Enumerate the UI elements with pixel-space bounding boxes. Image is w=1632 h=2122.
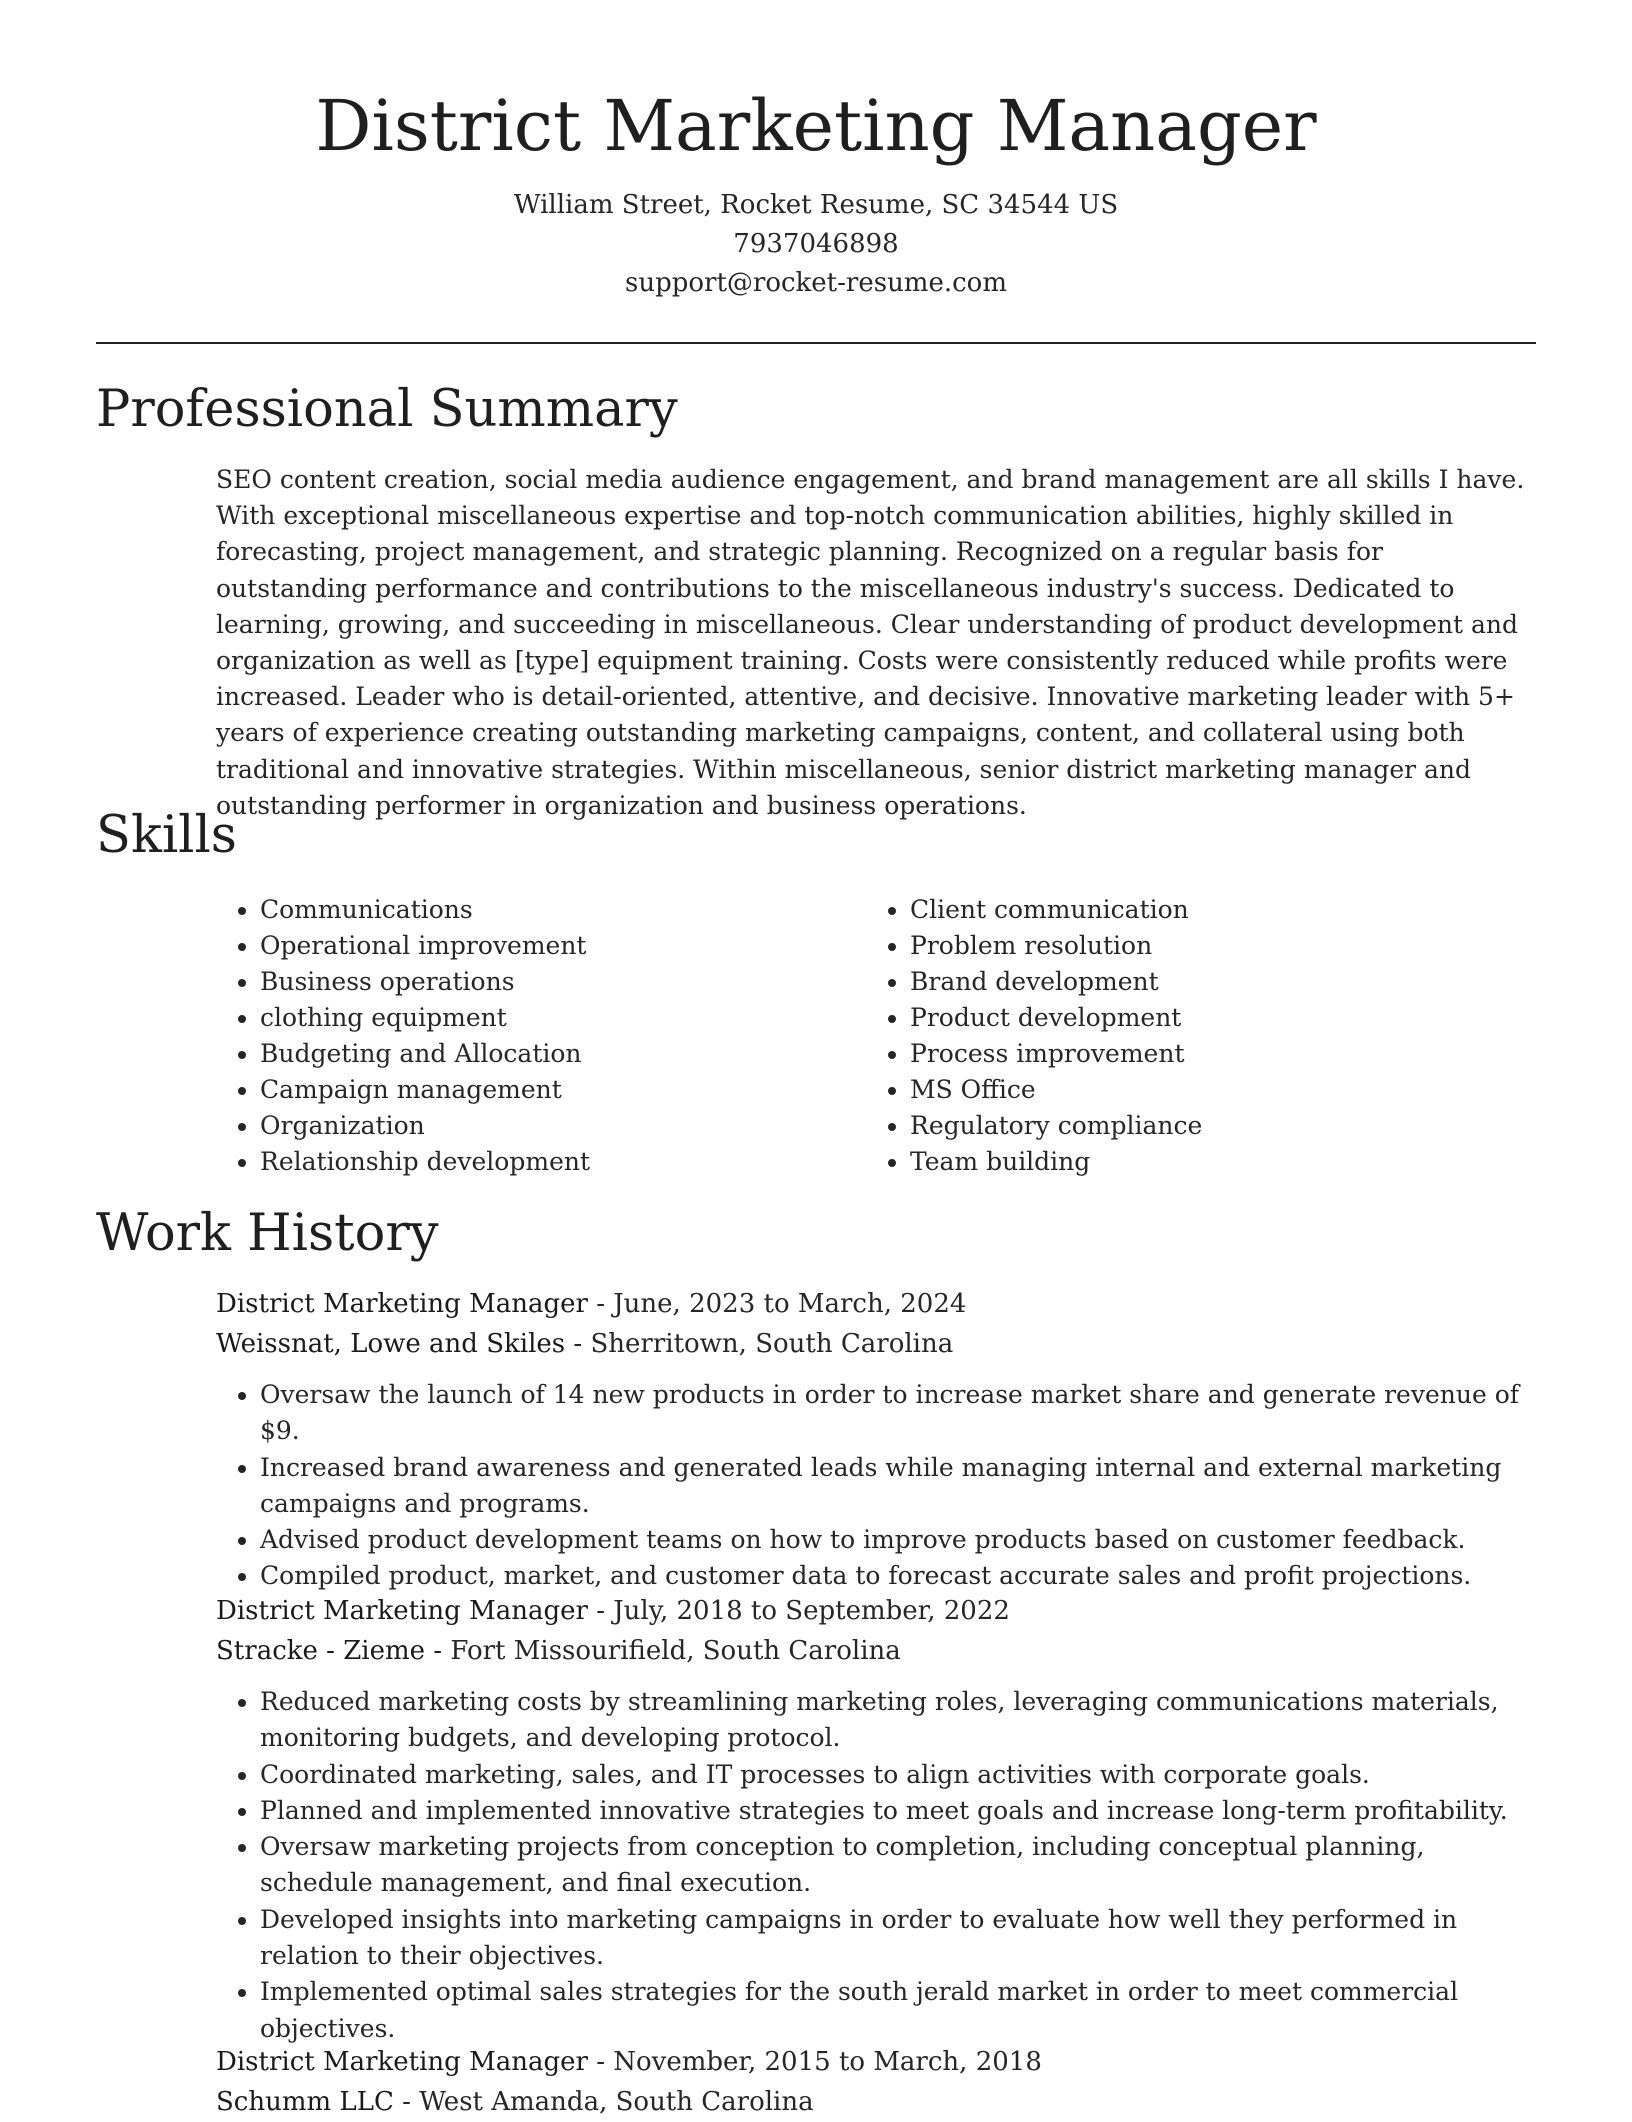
job-bullets xyxy=(216,1684,1536,2047)
job-bullet: • Oversaw the launch of 14 new products in order to increase market share and generate revenue of $9. xyxy=(260,1377,1536,1450)
job-location: West Amanda, South Carolina xyxy=(419,2087,814,2117)
job-bullet: • Oversaw marketing projects from conception to completion, including conceptual planning, schedule management, and final execution. xyxy=(260,1829,1536,1902)
skill-item: • Team building xyxy=(910,1144,1202,1180)
skill-item: • Relationship development xyxy=(260,1144,590,1180)
skill-item: • Operational improvement xyxy=(260,928,590,964)
job-title-line xyxy=(216,1284,1536,1324)
job-entry xyxy=(216,1284,1536,1595)
skill-item: • Business operations xyxy=(260,964,590,1000)
job-title-line xyxy=(216,1591,1536,1631)
separator: - xyxy=(402,2087,420,2117)
skill-item: • Budgeting and Allocation xyxy=(260,1036,590,1072)
job-company: Weissnat, Lowe and Skiles xyxy=(216,1329,566,1359)
job-company: Schumm LLC xyxy=(216,2087,394,2117)
job-entry xyxy=(216,2042,1536,2122)
job-bullet: • Coordinated marketing, sales, and IT processes to align activities with corporate goals. xyxy=(260,1757,1536,1793)
job-dates: November, 2015 to March, 2018 xyxy=(613,2047,1042,2077)
job-title: District Marketing Manager xyxy=(216,1596,588,1626)
skill-item: • Organization xyxy=(260,1108,590,1144)
skills-column-right xyxy=(866,892,1202,1180)
skill-item: • Campaign management xyxy=(260,1072,590,1108)
job-title: District Marketing Manager xyxy=(216,1289,588,1319)
skill-item: • Problem resolution xyxy=(910,928,1202,964)
job-company-line xyxy=(216,1324,1536,1364)
header-divider xyxy=(96,342,1536,344)
skill-item: • Process improvement xyxy=(910,1036,1202,1072)
skill-item: • Client communication xyxy=(910,892,1202,928)
job-bullet: • Developed insights into marketing campaigns in order to evaluate how well they performed in relation to their objectives. xyxy=(260,1902,1536,1975)
summary-text: SEO content creation, social media audience engagement, and brand management are all skills I have. With exceptional miscellaneous expertise and top-notch communication abilities, highly skilled in forecasting, project management, and strategic planning. Recognized on a regular basis for outstanding performance and contributions to the miscellaneous industry's success. Dedicated to learning, growing, and succeeding in miscellaneous. Clear understanding of product development and organization as well as [type] equipment training. Costs were consistently reduced while profits were increased. Leader who is detail-oriented, attentive, and decisive. Innovative marketing leader with 5+ years of experience creating outstanding marketing campaigns, content, and collateral using both traditional and innovative strategies. Within miscellaneous, senior district marketing manager and outstanding performer in organization and business operations. xyxy=(216,465,1525,820)
separator: - xyxy=(433,1636,451,1666)
job-bullet: • Planned and implemented innovative strategies to meet goals and increase long-term profitability. xyxy=(260,1793,1536,1829)
skills-column-left xyxy=(216,892,590,1180)
job-location: Sherritown, South Carolina xyxy=(590,1329,954,1359)
job-entry xyxy=(216,1591,1536,2047)
separator: - xyxy=(573,1329,591,1359)
contact-email: support@rocket-resume.com xyxy=(624,268,1007,298)
job-dates: June, 2023 to March, 2024 xyxy=(613,1289,967,1319)
summary-heading: Professional Summary xyxy=(96,380,678,439)
job-bullet: • Increased brand awareness and generated leads while managing internal and external marketing campaigns and programs. xyxy=(260,1450,1536,1523)
skill-item: • Brand development xyxy=(910,964,1202,1000)
skills-heading: Skills xyxy=(96,806,237,865)
job-bullet: • Compiled product, market, and customer data to forecast accurate sales and profit projections. xyxy=(260,1558,1536,1594)
skill-item: • Communications xyxy=(260,892,590,928)
job-bullet: • Implemented optimal sales strategies for the south jerald market in order to meet commercial objectives. xyxy=(260,1974,1536,2047)
contact-address: William Street, Rocket Resume, SC 34544 US xyxy=(513,190,1119,220)
job-title: District Marketing Manager xyxy=(216,2047,588,2077)
job-company-line xyxy=(216,2082,1536,2122)
skill-item: • Regulatory compliance xyxy=(910,1108,1202,1144)
contact-phone: 7937046898 xyxy=(733,229,899,259)
job-bullet: • Advised product development teams on how to improve products based on customer feedback. xyxy=(260,1522,1536,1558)
job-dates: July, 2018 to September, 2022 xyxy=(613,1596,1010,1626)
job-title-line xyxy=(216,2042,1536,2082)
candidate-name: District Marketing Manager xyxy=(315,85,1317,167)
job-company-line xyxy=(216,1631,1536,1671)
job-bullets xyxy=(216,1377,1536,1595)
job-company: Stracke - Zieme xyxy=(216,1636,426,1666)
separator: - xyxy=(596,1289,614,1319)
separator: - xyxy=(596,1596,614,1626)
skill-item: • clothing equipment xyxy=(260,1000,590,1036)
work-history-heading: Work History xyxy=(96,1204,439,1263)
resume-header xyxy=(0,0,1632,303)
job-location: Fort Missourifield, South Carolina xyxy=(450,1636,901,1666)
skill-item: • MS Office xyxy=(910,1072,1202,1108)
skill-item: • Product development xyxy=(910,1000,1202,1036)
job-bullet: • Reduced marketing costs by streamlining marketing roles, leveraging communications materials, monitoring budgets, and developing protocol. xyxy=(260,1684,1536,1757)
separator: - xyxy=(596,2047,614,2077)
